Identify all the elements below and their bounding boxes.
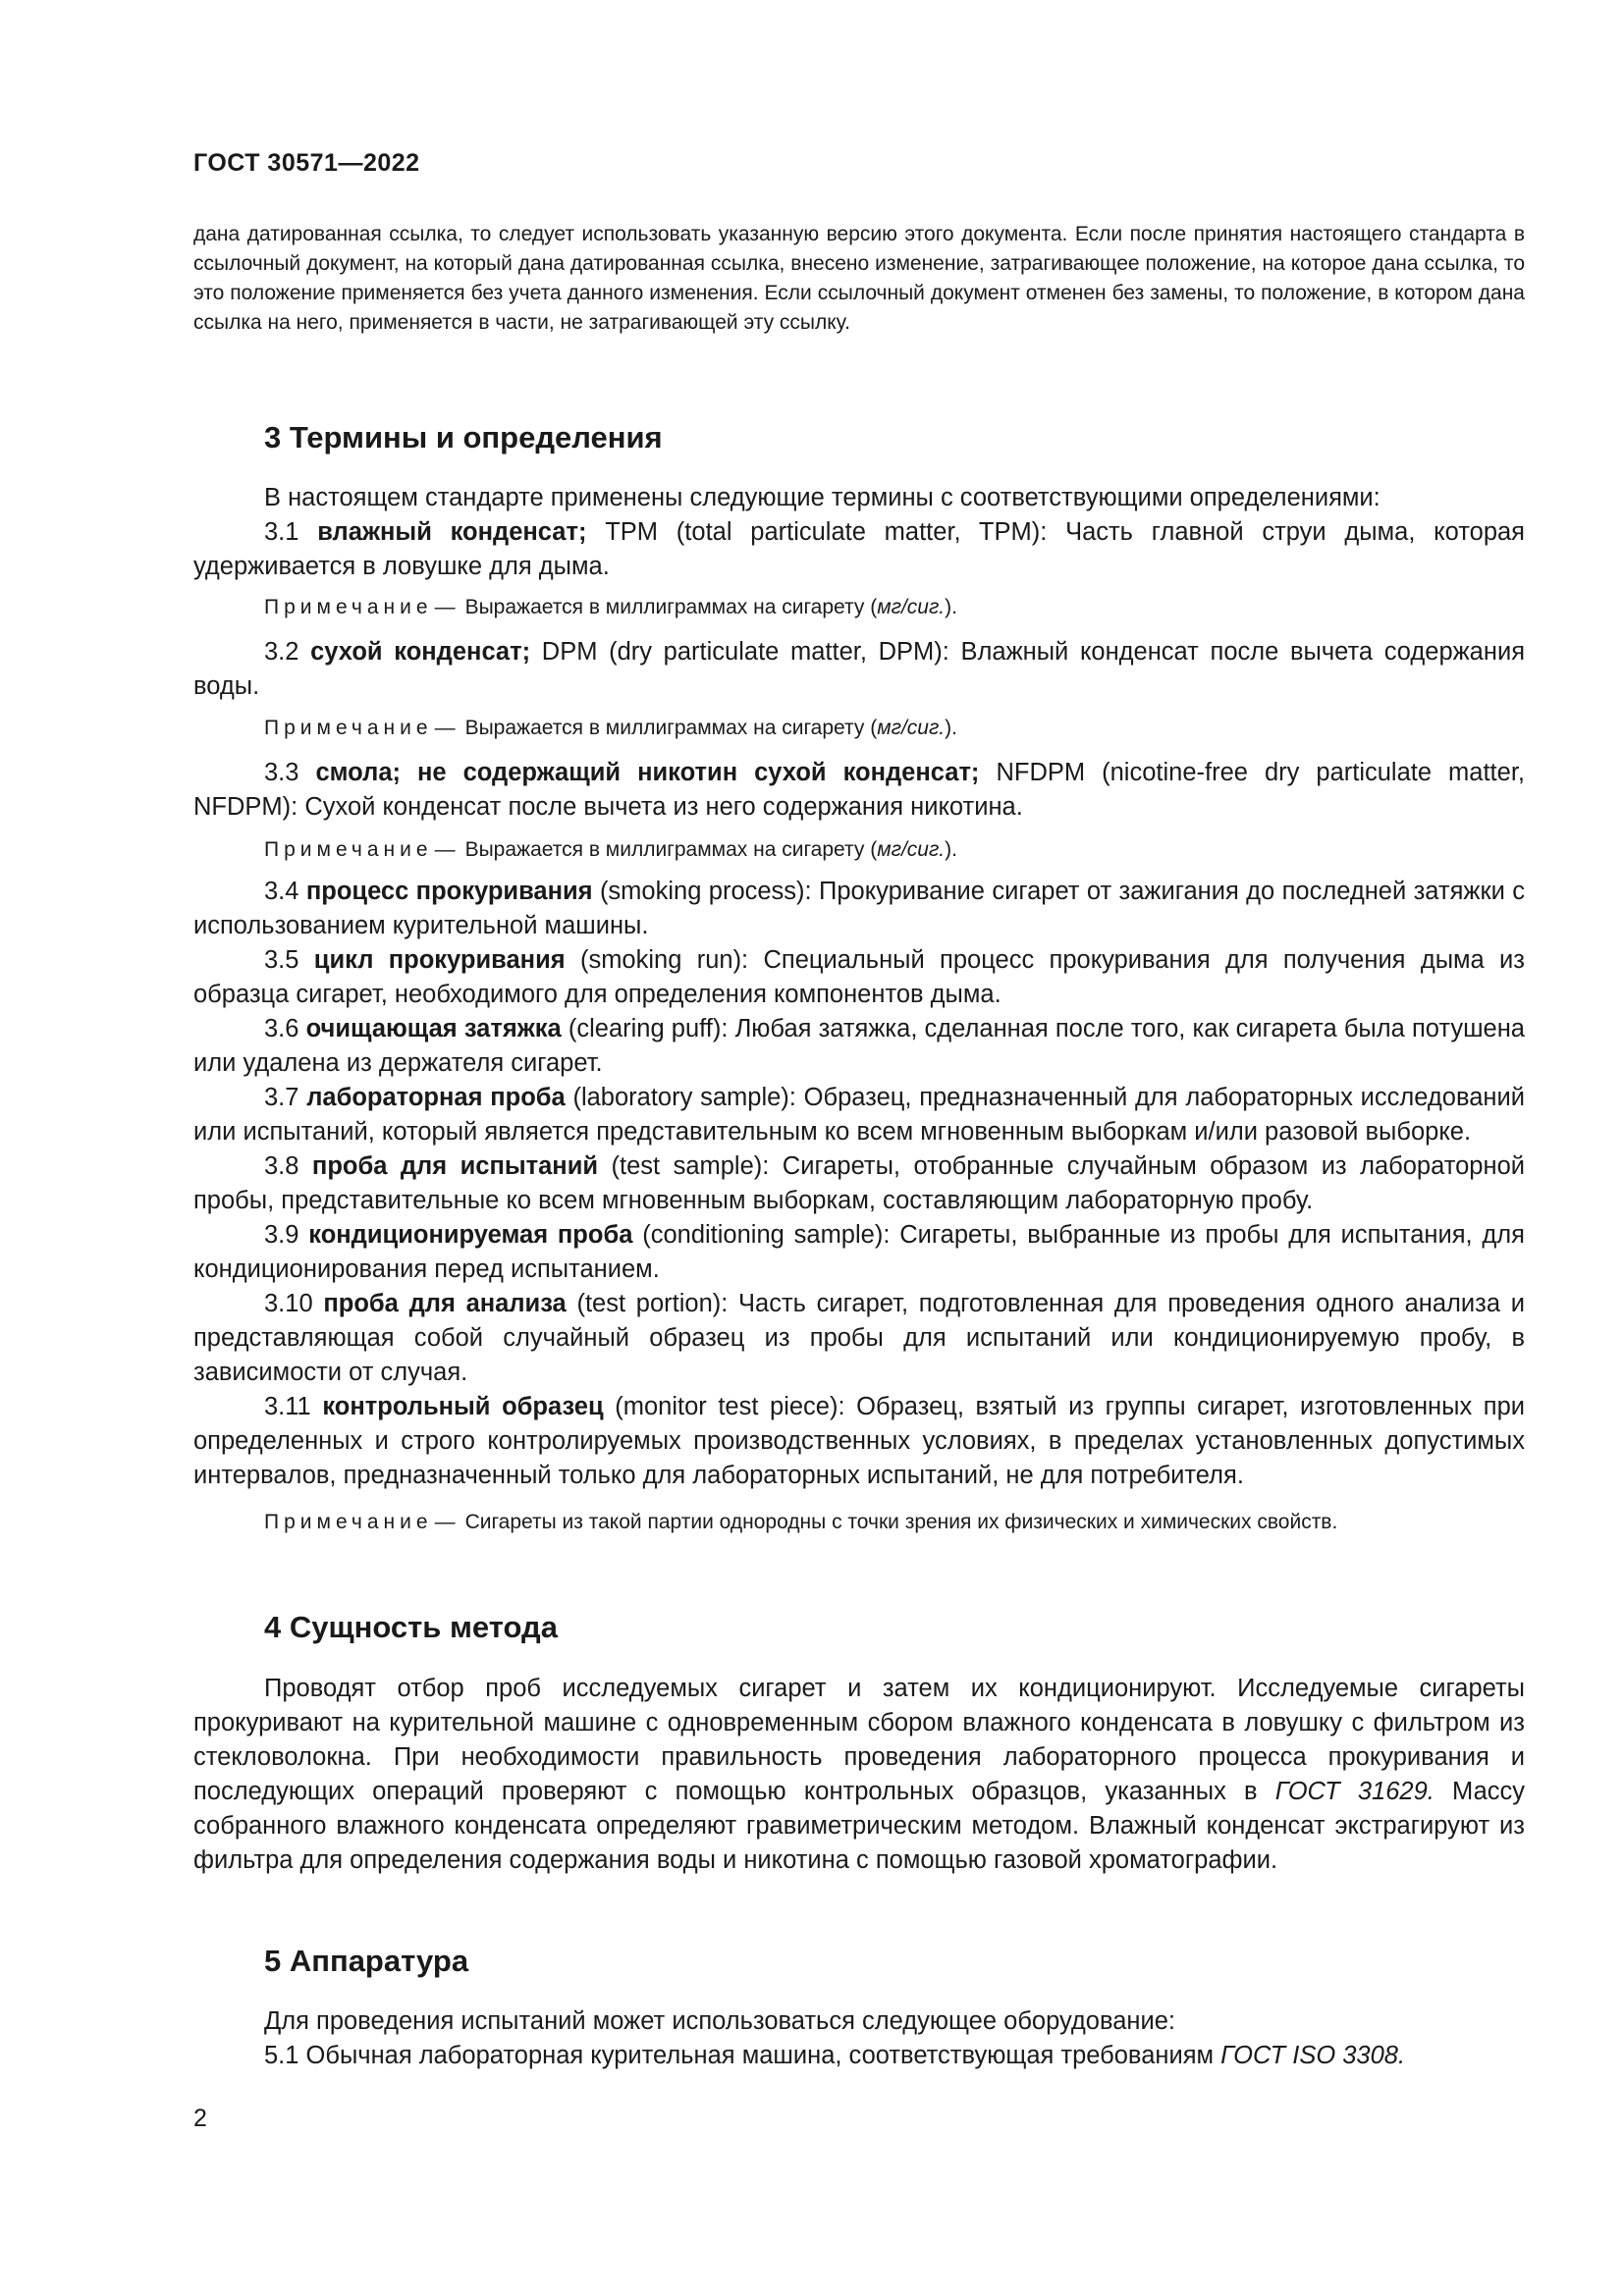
intro-paragraph: дана датированная ссылка, то следует использовать указанную версию этого документа. Если после принятия настоящего стандарта в ссылочный документ, на который дана датированная ссылка, внесено изменение, затрагивающее положение, на которое дана ссылка, то это положение применяется без учета данного изменения. Если ссылочный документ отменен без замены, то положение, в котором дана ссылка на него, применяется в части, не затрагивающей эту ссылку. — [193, 223, 1525, 334]
term-name: проба для анализа — [323, 1290, 567, 1317]
item-text: 5.1 Обычная лабораторная курительная машина, соответствующая требованиям — [264, 2042, 1221, 2069]
section-4-paragraph — [193, 1672, 1525, 1878]
section-5-title: 5 Аппаратура — [264, 1944, 469, 1978]
section-4-ref: ГОСТ 31629. — [1274, 1778, 1435, 1805]
term-name: проба для испытаний — [311, 1152, 599, 1180]
note-unit: мг/сиг. — [877, 717, 946, 739]
term-definition: (smoking run): Специальный процесс прокуривания для получения дыма из образца сигарет, необходимого для определения компонентов дыма. — [193, 946, 1525, 1008]
section-5-lead: Для проведения испытаний может использоваться следующее оборудование: — [264, 2007, 1175, 2035]
term-3-5 — [193, 943, 1525, 1012]
item-ref: ГОСТ ISO 3308. — [1220, 2042, 1406, 2069]
section-3-title: 3 Термины и определения — [264, 420, 663, 454]
term-definition: (laboratory sample): Образец, предназначенный для лабораторных исследований или испытаний, который является представительным ко всем мгновенным выборкам и/или разовой выборке. — [193, 1084, 1525, 1146]
term-name: контрольный образец — [322, 1393, 604, 1420]
term-definition: NFDPM (nicotine-free dry particulate matter, NFDPM): Сухой конденсат после вычета из него содержания никотина. — [193, 759, 1525, 821]
note-text: Выражается в миллиграммах на сигарету ( — [464, 838, 878, 861]
note-unit: мг/сиг. — [877, 838, 946, 861]
section-4-text-end: Массу собранного влажного конденсата определяют гравиметрическим методом. Влажный конденсат экстрагируют из фильтра для определения содержания воды и никотина с помощью газовой хроматографии. — [193, 1778, 1525, 1874]
note-label: Примечание — [264, 838, 433, 861]
note-suffix: ). — [945, 838, 957, 861]
note-label: Примечание — [264, 1511, 433, 1533]
section-4-text: Проводят отбор проб исследуемых сигарет и затем их кондиционируют. Исследуемые сигареты прокуривают на курительной машине с одновременным сбором влажного конденсата в ловушку с фильтром из стекловолокна. При необходимости правильность проведения лабораторного процесса прокуривания и последующих операций проверяют с помощью контрольных образцов, указанных в — [193, 1675, 1525, 1805]
term-3-3 — [193, 756, 1525, 825]
term-name: сухой конденсат; — [310, 638, 531, 666]
note-dash: — — [434, 838, 456, 861]
term-number: 3.8 — [264, 1152, 299, 1180]
term-3-4 — [193, 875, 1525, 943]
term-number: 3.11 — [264, 1393, 311, 1420]
term-definition: (conditioning sample): Сигареты, выбранные из пробы для испытания, для кондиционирования перед испытанием. — [193, 1221, 1525, 1283]
note-suffix: ). — [945, 596, 957, 618]
note-3-1 — [193, 593, 1525, 622]
note-text: Сигареты из такой партии однородны с точки зрения их физических и химических свойств. — [464, 1511, 1338, 1533]
page-number: 2 — [193, 2105, 207, 2132]
term-definition: DPM (dry particulate matter, DPM): Влажный конденсат после вычета содержания воды. — [193, 638, 1525, 700]
term-number: 3.4 — [264, 878, 299, 905]
term-3-2 — [193, 635, 1525, 704]
note-label: Примечание — [264, 596, 433, 618]
term-number: 3.1 — [264, 518, 299, 546]
term-3-7 — [193, 1081, 1525, 1149]
term-name: влажный конденсат; — [317, 518, 587, 546]
terms-list — [193, 875, 1525, 1493]
section-5-item-1 — [193, 2039, 1525, 2073]
note-dash: — — [434, 596, 456, 618]
note-text: Выражается в миллиграммах на сигарету ( — [464, 596, 878, 618]
term-number: 3.7 — [264, 1084, 299, 1111]
term-name: цикл прокуривания — [313, 946, 566, 974]
term-3-6 — [193, 1012, 1525, 1081]
note-3-2 — [193, 714, 1525, 743]
term-number: 3.3 — [264, 759, 299, 786]
term-3-9 — [193, 1218, 1525, 1287]
note-text: Выражается в миллиграммах на сигарету ( — [464, 717, 878, 739]
term-3-10 — [193, 1287, 1525, 1390]
term-3-1 — [193, 515, 1525, 584]
term-number: 3.6 — [264, 1015, 299, 1042]
note-label: Примечание — [264, 717, 433, 739]
term-definition: (test sample): Сигареты, отобранные случайным образом из лабораторной пробы, представительные ко всем мгновенным выборкам, составляющим лабораторную пробу. — [193, 1152, 1525, 1214]
note-dash: — — [434, 717, 456, 739]
section-4-title: 4 Сущность метода — [264, 1610, 558, 1644]
note-unit: мг/сиг. — [877, 596, 946, 618]
term-name: смола; не содержащий никотин сухой конденсат; — [315, 759, 980, 786]
term-number: 3.5 — [264, 946, 299, 974]
term-3-8 — [193, 1149, 1525, 1218]
note-3-11 — [193, 1508, 1525, 1537]
note-3-3 — [193, 835, 1525, 865]
term-definition: (smoking process): Прокуривание сигарет от зажигания до последней затяжки с использованием курительной машины. — [193, 878, 1525, 939]
note-dash: — — [434, 1511, 456, 1533]
document-header: ГОСТ 30571—2022 — [193, 149, 420, 177]
term-number: 3.10 — [264, 1290, 313, 1317]
term-3-11 — [193, 1390, 1525, 1493]
term-definition: (clearing puff): Любая затяжка, сделанная после того, как сигарета была потушена или удалена из держателя сигарет. — [193, 1015, 1525, 1077]
term-definition: (test portion): Часть сигарет, подготовленная для проведения одного анализа и представляющая собой случайный образец из пробы для испытаний или кондиционируемую пробу, в зависимости от случая. — [193, 1290, 1525, 1386]
term-name: кондиционируемая проба — [308, 1221, 633, 1249]
term-definition: (monitor test piece): Образец, взятый из группы сигарет, изготовленных при определенных и строго контролируемых производственных условиях, в пределах установленных допустимых интервалов, предназначенный только для лабораторных испытаний, не для потребителя. — [193, 1393, 1526, 1489]
term-name: процесс прокуривания — [305, 878, 593, 905]
term-number: 3.2 — [264, 638, 299, 666]
term-definition: TPM (total particulate matter, TPM): Часть главной струи дыма, которая удерживается в ловушке для дыма. — [193, 518, 1525, 580]
section-3-lead: В настоящем стандарте применены следующие термины с соответствующими определениями: — [264, 484, 1380, 511]
term-number: 3.9 — [264, 1221, 299, 1249]
term-name: лабораторная проба — [306, 1084, 566, 1111]
note-suffix: ). — [945, 717, 957, 739]
term-name: очищающая затяжка — [305, 1015, 562, 1042]
